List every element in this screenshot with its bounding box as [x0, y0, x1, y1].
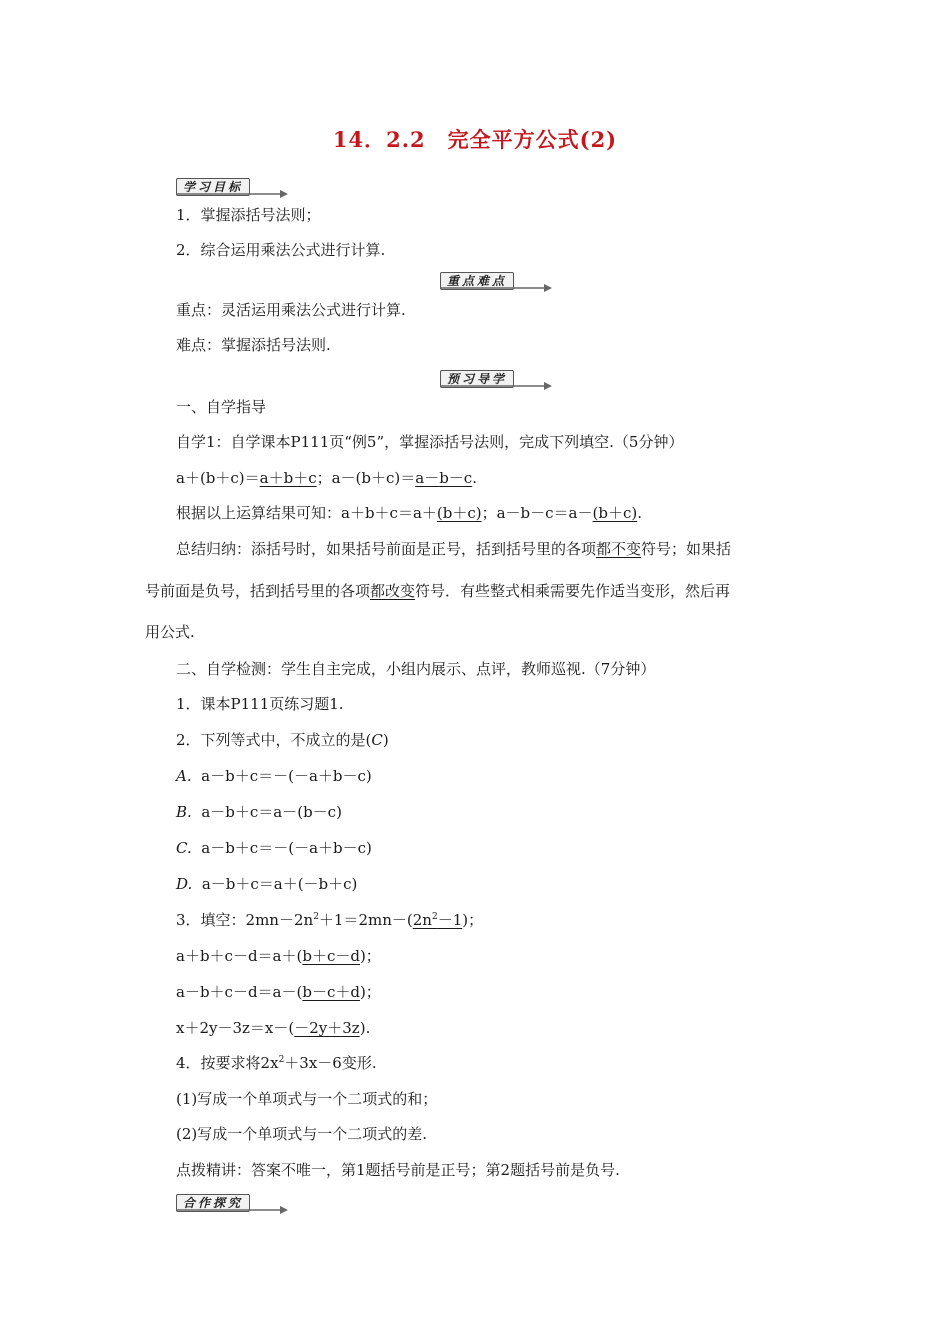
answer: 都不变 [596, 540, 642, 558]
badge-label: 重点难点 [440, 272, 514, 290]
text: )； [359, 983, 381, 1001]
option-text: a－b＋c＝－(－a＋b－c) [201, 767, 372, 785]
text: a＋b＋c－d＝a＋( [176, 947, 303, 965]
exponent: 2 [278, 1055, 285, 1065]
option-text: a－b＋c＝a－(b－c) [201, 803, 342, 821]
summary-line [176, 539, 731, 559]
question: 1．课本P111页练习题1. [176, 695, 344, 713]
section-badge-preview [440, 370, 552, 392]
answer: (b＋c) [436, 504, 482, 522]
text: 根据以上运算结果可知：a＋b＋c＝a＋ [176, 504, 437, 522]
fill-blank-line [176, 910, 483, 930]
key-point: 重点：灵活运用乘法公式进行计算. [176, 301, 406, 319]
text: ). [359, 1019, 371, 1037]
option-d [176, 874, 357, 894]
option-a [176, 766, 372, 786]
section-heading: 二、自学检测：学生自主完成，小组内展示、点评，教师巡视.（7分钟） [176, 660, 656, 678]
page-title: 14．2.2 完全平方公式(2) [332, 127, 618, 152]
answer: b＋c－d [302, 947, 360, 965]
text: ＋1＝2mn－( [318, 911, 413, 929]
study-instruction: 自学1：自学课本P111页“例5”，掌握添括号法则，完成下列填空.（5分钟） [176, 433, 684, 451]
summary-line [145, 581, 730, 601]
text: 4．按要求将2x [176, 1054, 279, 1072]
hint-text: 点拨精讲：答案不唯一，第1题括号前是正号；第2题括号前是负号. [176, 1161, 620, 1179]
fill-blank-line [176, 982, 381, 1002]
answer: a＋b＋c [259, 469, 317, 487]
answer: (b＋c) [592, 504, 638, 522]
text: a＋(b＋c)＝ [176, 469, 260, 487]
answer: b－c＋d [302, 983, 360, 1001]
text: )； [462, 911, 484, 929]
option-b [176, 802, 342, 822]
section-badge-keypoints [440, 272, 552, 294]
text: . [472, 469, 477, 487]
answer-part: －1 [437, 911, 463, 929]
option-letter: D. [176, 875, 193, 893]
question [176, 1053, 377, 1073]
equation-line [176, 503, 642, 523]
section-badge-cooperate [176, 1194, 288, 1216]
answer: a－b－c [415, 469, 473, 487]
badge-label: 合作探究 [176, 1194, 250, 1212]
option-text: a－b＋c＝a＋(－b＋c) [201, 875, 358, 893]
answer: C [371, 731, 383, 749]
equation-line [176, 468, 477, 488]
exponent: 2 [431, 912, 438, 922]
goal-item: 2．综合运用乘法公式进行计算. [176, 241, 386, 259]
option-letter: C. [176, 839, 192, 857]
badge-label: 学习目标 [176, 178, 250, 196]
sub-question: (2)写成一个单项式与一个二项式的差. [176, 1125, 428, 1143]
answer-part: 2n [412, 911, 432, 929]
sub-question: (1)写成一个单项式与一个二项式的和； [176, 1090, 438, 1108]
option-letter: A. [176, 767, 192, 785]
fill-blank-line [176, 1018, 370, 1038]
answer: －2y＋3z [294, 1019, 360, 1037]
fill-blank-line [176, 946, 381, 966]
option-c [176, 838, 372, 858]
text: 符号；如果括 [641, 540, 732, 558]
section-heading: 一、自学指导 [176, 398, 267, 416]
text: ；a－b－c＝a－ [481, 504, 593, 522]
goal-item: 1．掌握添括号法则； [176, 206, 321, 224]
section-badge-goals [176, 178, 288, 200]
text: ) [382, 731, 389, 749]
badge-arrow-icon [176, 1206, 288, 1216]
option-text: a－b＋c＝－(－a＋b－c) [201, 839, 372, 857]
question [176, 730, 389, 750]
text: a－b＋c－d＝a－( [176, 983, 303, 1001]
text: ；a－(b＋c)＝ [316, 469, 416, 487]
option-letter: B. [176, 803, 192, 821]
badge-arrow-icon [440, 382, 552, 392]
badge-arrow-icon [176, 190, 288, 200]
text: 2．下列等式中，不成立的是( [176, 731, 372, 749]
badge-arrow-icon [440, 284, 552, 294]
exponent: 2 [313, 912, 319, 922]
text: 3．填空：2mn－2n [176, 911, 314, 929]
text: ＋3x－6变形. [284, 1054, 377, 1072]
answer [413, 911, 463, 929]
text: x＋2y－3z＝x－( [176, 1019, 295, 1037]
text: . [637, 504, 642, 522]
text: 号前面是负号，括到括号里的各项 [145, 582, 371, 600]
text: )； [359, 947, 381, 965]
answer: 都改变 [370, 582, 416, 600]
text: 符号．有些整式相乘需要先作适当变形，然后再 [415, 582, 731, 600]
badge-label: 预习导学 [440, 370, 514, 388]
text: 总结归纳：添括号时，如果括号前面是正号，括到括号里的各项 [176, 540, 597, 558]
summary-line: 用公式. [145, 623, 195, 641]
difficult-point: 难点：掌握添括号法则. [176, 336, 331, 354]
